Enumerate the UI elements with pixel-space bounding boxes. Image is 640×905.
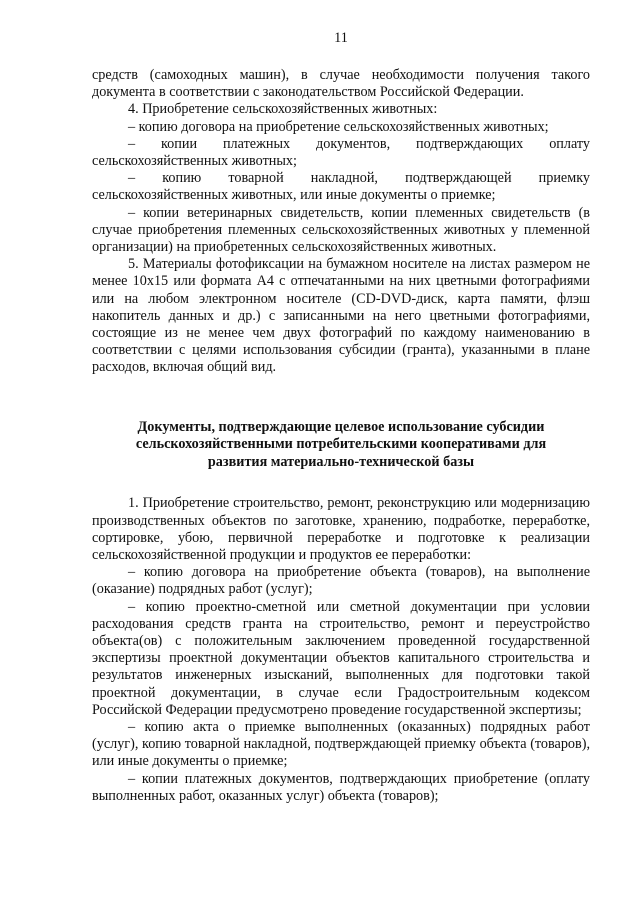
list-item: – копии платежных документов, подтверждающих оплату сельскохозяйственных животных;	[92, 135, 590, 170]
list-item: – копию товарной накладной, подтверждающей приемку сельскохозяйственных животных, или иные документы о приемке;	[92, 170, 590, 204]
paragraph-continuation: средств (самоходных машин), в случае необходимости получения такого документа в соответствии с законодательством Российской Федерации.	[92, 67, 590, 101]
list-item: – копии ветеринарных свидетельств, копии племенных свидетельств (в случае приобретения племенных сельскохозяйственных животных у племенной организации) на приобретенных сельскохозяйственных животных.	[92, 204, 590, 256]
section-livestock	[92, 67, 590, 377]
paragraph-item-1: 1. Приобретение строительство, ремонт, реконструкцию или модернизацию производственных объектов по заготовке, хранению, подработке, переработке, сортировке, убою, первичной переработке и подготовке к реализации сельскохозяйственной продукции и продуктов ее переработки:	[92, 495, 590, 564]
heading-line: сельскохозяйственными потребительскими кооперативами для	[135, 436, 547, 453]
page-number: 11	[334, 30, 348, 46]
list-item: – копии платежных документов, подтверждающих приобретение (оплату выполненных работ, оказанных услуг) объекта (товаров);	[92, 770, 590, 804]
heading-line: Документы, подтверждающие целевое использование субсидии	[137, 418, 545, 435]
section-heading	[92, 419, 590, 472]
heading-line: развития материально-технической базы	[207, 453, 475, 470]
list-item: – копию договора на приобретение сельскохозяйственных животных;	[128, 118, 549, 135]
paragraph-item-4: 4. Приобретение сельскохозяйственных животных:	[128, 101, 438, 118]
list-item: – копию проектно-сметной или сметной документации при условии расходования средств гранта на строительство, ремонт и переустройство объекта(ов) с положительным заключением проведенной государственной экспертизы проектной документации объектов капитального строительства и результатов инженерных изысканий, выполненных для подготовки такой проектной документации, в случае если Градостроительным кодексом Российской Федерации предусмотрено проведение государственной экспертизы;	[92, 598, 590, 718]
paragraph-item-5: 5. Материалы фотофиксации на бумажном носителе на листах размером не менее 10х15 или формата А4 с отпечатанными на них цветными фотографиями или на любом электронном носителе (CD-DVD-диск, карта памяти, флэш накопитель данных и др.) с записанными на него цветными фотографиями, состоящие из не менее чем двух фотографий по каждому наименованию в соответствии с целями использования субсидии (гранта), указанными в плане расходов, включая общий вид.	[92, 256, 590, 376]
list-item: – копию акта о приемке выполненных (оказанных) подрядных работ (услуг), копию товарной накладной, подтверждающей приемку объекта (товаров), или иные документы о приемке;	[92, 719, 590, 770]
section-cooperatives	[92, 495, 590, 805]
list-item: – копию договора на приобретение объекта (товаров), на выполнение (оказание) подрядных работ (услуг);	[92, 564, 590, 598]
